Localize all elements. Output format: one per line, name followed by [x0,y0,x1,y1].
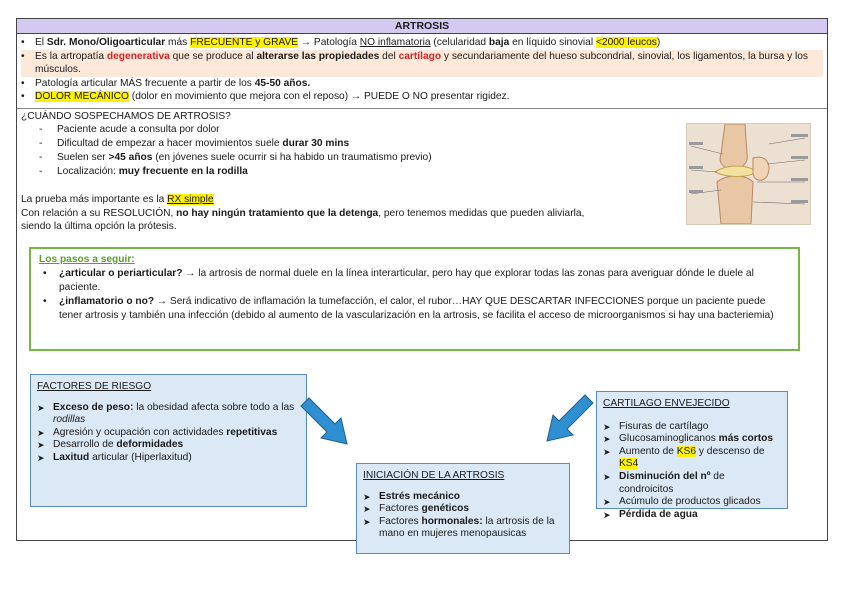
page-title: ARTROSIS [17,19,827,34]
resolution-paragraph: Con relación a su RESOLUCIÓN, no hay ningún tratamiento que la detenga, pero tenemos medidas que pueden aliviarla, [21,207,585,219]
intro-bullet-2: • Es la artropatía degenerativa que se produce al alterarse las propiedades del cartílago y secundariamente del hueso subcondrial, sinovial, los ligamentos, la bursa y los músculos. [21,50,823,77]
suspicion-item: - Paciente acude a consulta por dolor [21,123,823,137]
arrow-down-left-icon [537,391,597,451]
risk-item: ➤ Exceso de peso: la obesidad afecta sobre todo a las rodillas [37,402,300,427]
cartilage-item: ➤ Disminución del nº de condroicitos [603,471,781,496]
cartilage-item: ➤ Pérdida de agua [603,509,781,522]
knee-joint-illustration [686,123,811,225]
intro-section [17,34,827,104]
intro-bullet-3: • Patología articular MÁS frecuente a partir de los 45-50 años. [21,77,823,91]
suspicion-section [17,108,827,353]
initiation-title: INICIACIÓN DE LA ARTROSIS [363,470,505,481]
intro-bullet-4: • DOLOR MECÁNICO (dolor en movimiento que mejora con el reposo) → PUEDE O NO presentar rigidez. [21,90,823,104]
suspicion-title: ¿CUÁNDO SOSPECHAMOS DE ARTROSIS? [21,110,231,122]
initiation-item: ➤ Estrés mecánico [363,491,563,504]
risk-item: ➤ Laxitud articular (Hiperlaxitud) [37,452,300,465]
risk-factors-title: FACTORES DE RIESGO [37,381,152,392]
arrow-down-right-icon [297,394,357,454]
risk-factors-box [30,374,307,507]
aged-cartilage-box [596,391,788,520]
steps-title: Los pasos a seguir: [39,253,135,265]
cartilage-item: ➤ Glucosaminoglicanos más cortos [603,433,781,446]
initiation-box [356,463,570,554]
xray-paragraph: La prueba más importante es la RX simple [21,193,214,205]
intro-bullet-1: • El Sdr. Mono/Oligoarticular más FRECUENTE y GRAVE → Patología NO inflamatoria (celularidad baja en líquido sinovial <2000 leucos) [21,36,823,50]
document-page [16,18,828,541]
risk-item: ➤ Desarrollo de deformidades [37,439,300,452]
suspicion-item: - Dificultad de empezar a hacer movimientos suele durar 30 mins [21,137,823,151]
initiation-item: ➤ Factores hormonales: la artrosis de la mano en mujeres menopausicas [363,516,563,541]
aged-cartilage-title: CARTILAGO ENVEJECIDO [603,398,730,409]
step-item: • ¿articular o periarticular? → la artrosis de normal duele en la línea interarticular, pero hay que explorar todas las zonas para averiguar dónde le duele al paciente. [39,267,790,294]
cartilage-item: ➤ Acúmulo de productos glicados [603,496,781,509]
knee-joint-icon [687,124,810,224]
cartilage-item: ➤ Fisuras de cartílago [603,421,781,434]
prosthesis-paragraph: siendo la última opción la prótesis. [21,221,177,233]
step-item: • ¿inflamatorio o no? → Será indicativo de inflamación la tumefacción, el calor, el rubor…HAY QUE DESCARTAR INFECCIONES porque un paciente puede tener artrosis y también una infección (debido al aumento de la vascularización en la artrosis, se facilita el acceso de microorganismos si hay una bacteriemia) [39,295,790,322]
suspicion-item: - Suelen ser >45 años (en jóvenes suele ocurrir si ha habido un traumatismo previo) [21,151,823,165]
cartilage-item: ➤ Aumento de KS6 y descenso de KS4 [603,446,781,471]
steps-box [29,247,800,351]
initiation-item: ➤ Factores genéticos [363,503,563,516]
risk-item: ➤ Agresión y ocupación con actividades repetitivas [37,427,300,440]
suspicion-item: - Localización: muy frecuente en la rodilla [21,165,823,179]
